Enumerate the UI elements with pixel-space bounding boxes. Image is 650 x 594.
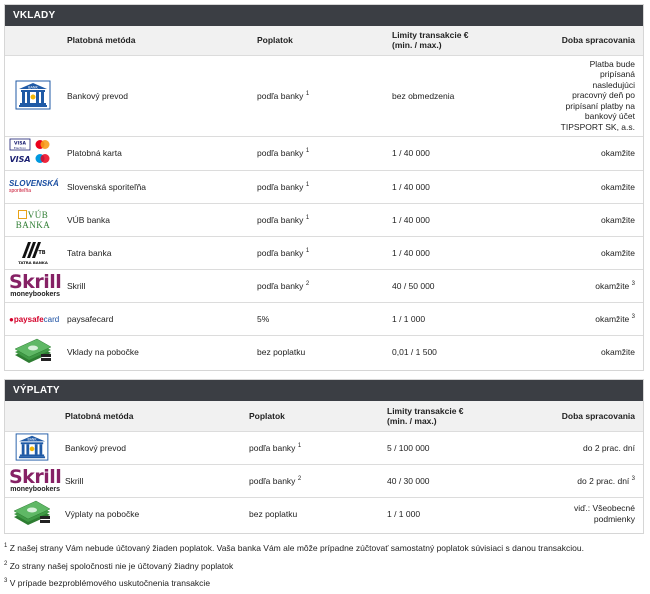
- fee-cell: podľa banky $^1$: [251, 55, 386, 136]
- svg-text:TB: TB: [38, 249, 46, 256]
- svg-text:VISA: VISA: [14, 141, 26, 147]
- limits-cell: 1 / 40 000: [386, 170, 516, 203]
- table-row: [5, 302, 643, 335]
- header-processing: Doba spracovania: [511, 401, 643, 431]
- limits-cell: 5 / 100 000: [381, 431, 511, 464]
- header-limits: Limity transakcie € (min. / max.): [386, 26, 516, 55]
- method-name: paysafecard: [61, 302, 251, 335]
- logo-cell: [5, 136, 61, 170]
- table-row: [5, 431, 643, 464]
- header-method: Platobná metóda: [59, 401, 243, 431]
- table-row: [5, 335, 643, 369]
- footnote-1: $^1$ Z našej strany Vám nebude účtovaný žiaden poplatok. Vaša banka Vám ale môže prípadne zúčtovať samostatný poplatok súvisiaci s danou transakciou.: [4, 543, 584, 553]
- svg-text:Electron: Electron: [13, 145, 27, 150]
- header-method: Platobná metóda: [61, 26, 251, 55]
- processing-cell: okamžite: [516, 203, 643, 236]
- fee-cell: bez poplatku: [251, 335, 386, 369]
- processing-cell: okamžite $^3$: [516, 269, 643, 302]
- deposits-table-header: [5, 26, 643, 55]
- withdrawals-table: [5, 401, 643, 531]
- footnote-3: $^3$ V prípade bezproblémového uskutočnenia transakcie: [4, 578, 211, 588]
- header-limits: Limity transakcie € (min. / max.): [381, 401, 511, 431]
- fee-cell: podľa banky $^2$: [251, 269, 386, 302]
- limits-cell: bez obmedzenia: [386, 55, 516, 136]
- method-name: Platobná karta: [61, 136, 251, 170]
- table-row: [5, 236, 643, 269]
- logo-cell: [5, 236, 61, 269]
- cash-stack-icon: [13, 337, 53, 365]
- method-name: Skrill: [59, 464, 243, 497]
- fee-cell: podľa banky $^1$: [251, 203, 386, 236]
- limits-cell: 0,01 / 1 500: [386, 335, 516, 369]
- logo-cell: [5, 431, 59, 464]
- table-row: [5, 136, 643, 170]
- deposits-title: VKLADY: [5, 5, 643, 26]
- header-logo: [5, 26, 61, 55]
- withdrawals-section: [4, 379, 644, 534]
- processing-cell: do 2 prac. dní: [511, 431, 643, 464]
- processing-cell: okamžite $^3$: [516, 302, 643, 335]
- fee-cell: podľa banky $^1$: [251, 170, 386, 203]
- header-logo: [5, 401, 59, 431]
- processing-cell: okamžite: [516, 335, 643, 369]
- withdrawals-title: VÝPLATY: [5, 380, 643, 401]
- limits-cell: 1 / 40 000: [386, 236, 516, 269]
- bank-building-icon: [15, 433, 49, 461]
- slsp-logo-icon: SLOVENSKÁ sporiteľňa: [9, 178, 59, 194]
- table-row: [5, 203, 643, 236]
- limits-cell: 1 / 1 000: [386, 302, 516, 335]
- processing-cell: viď.: Všeobecné podmienky: [511, 497, 643, 531]
- table-row: [5, 170, 643, 203]
- logo-cell: [5, 464, 62, 497]
- logo-cell: [5, 497, 59, 531]
- fee-cell: podľa banky $^1$: [251, 136, 386, 170]
- table-row: [5, 497, 643, 531]
- card-brands-icon: [9, 138, 57, 166]
- limits-cell: 1 / 1 000: [381, 497, 511, 531]
- skrill-logo-icon: Skrill moneybookers: [9, 465, 62, 493]
- method-name: Skrill: [61, 269, 251, 302]
- processing-cell: okamžite: [516, 170, 643, 203]
- method-name: VÚB banka: [61, 203, 251, 236]
- footnote-2: $^2$ Zo strany našej spoločnosti nie je účtovaný žiadny poplatok: [4, 561, 234, 571]
- logo-cell: [5, 269, 61, 302]
- withdrawals-table-header: [5, 401, 643, 431]
- svg-text:VISA: VISA: [9, 155, 31, 164]
- logo-cell: [5, 335, 61, 369]
- fee-cell: podľa banky $^1$: [251, 236, 386, 269]
- method-name: Tatra banka: [61, 236, 251, 269]
- table-row: [5, 269, 643, 302]
- processing-cell: okamžite: [516, 236, 643, 269]
- deposits-table: [5, 26, 643, 369]
- method-name: Bankový prevod: [59, 431, 243, 464]
- fee-cell: podľa banky $^2$: [243, 464, 381, 497]
- fee-cell: bez poplatku: [243, 497, 381, 531]
- method-name: Slovenská sporiteľňa: [61, 170, 251, 203]
- limits-cell: 1 / 40 000: [386, 136, 516, 170]
- logo-cell: [5, 170, 61, 203]
- processing-cell: okamžite: [516, 136, 643, 170]
- method-name: Výplaty na pobočke: [59, 497, 243, 531]
- table-row: [5, 464, 643, 497]
- paysafecard-logo-icon: ●paysafecard: [9, 314, 60, 324]
- limits-cell: 1 / 40 000: [386, 203, 516, 236]
- processing-cell: Platba bude pripísaná nasledujúci pracovný deň po pripísaní platby na bankový účet TIPSPORT SK, a.s.: [516, 55, 643, 136]
- header-fee: Poplatok: [243, 401, 381, 431]
- svg-text:TATRA BANKA: TATRA BANKA: [18, 259, 48, 265]
- fee-cell: podľa banky $^1$: [243, 431, 381, 464]
- svg-text:BANK: BANK: [27, 437, 37, 442]
- skrill-logo-icon: Skrill moneybookers: [9, 270, 62, 298]
- logo-cell: [5, 55, 61, 136]
- processing-cell: do 2 prac. dní $^3$: [511, 464, 643, 497]
- method-name: Bankový prevod: [61, 55, 251, 136]
- limits-cell: 40 / 50 000: [386, 269, 516, 302]
- header-processing: Doba spracovania: [516, 26, 643, 55]
- svg-text:BANK: BANK: [28, 84, 38, 89]
- header-fee: Poplatok: [251, 26, 386, 55]
- method-name: Vklady na pobočke: [61, 335, 251, 369]
- bank-building-icon: [15, 80, 51, 110]
- logo-cell: [5, 302, 61, 335]
- logo-cell: [5, 203, 61, 236]
- limits-cell: 40 / 30 000: [381, 464, 511, 497]
- table-row: [5, 55, 643, 136]
- deposits-section: [4, 4, 644, 371]
- vub-logo-icon: VÚB BANKA: [15, 209, 51, 230]
- cash-stack-icon: [12, 499, 52, 527]
- tatra-banka-logo-icon: [18, 238, 48, 266]
- fee-cell: 5%: [251, 302, 386, 335]
